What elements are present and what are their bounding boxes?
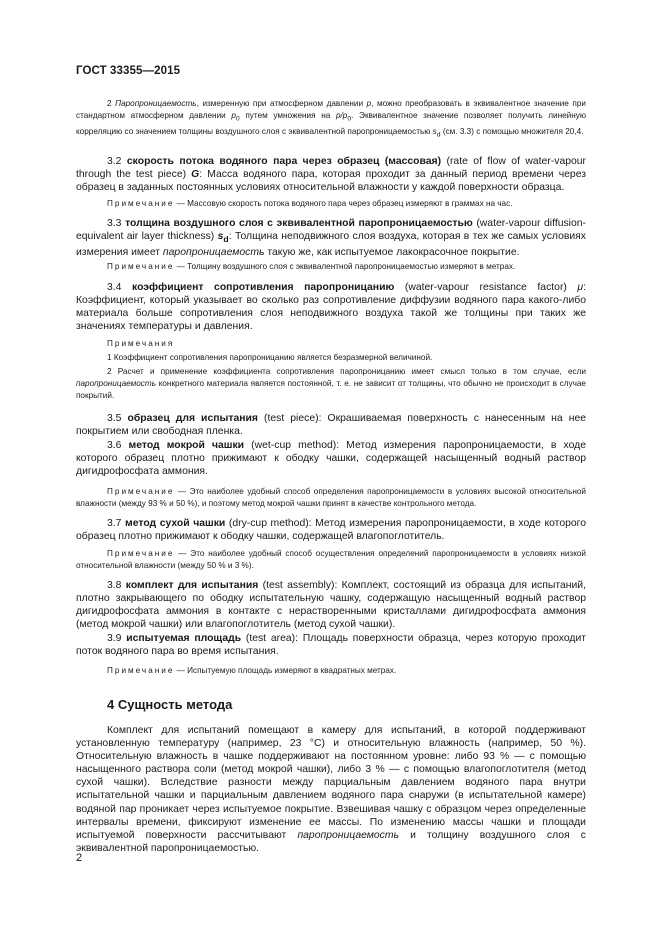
note-3-3: Примечание — Толщину воздушного слоя с эквивалентной паропроницаемостью измеряют в метрах. — [107, 262, 516, 271]
section-4-heading: 4 Сущность метода — [107, 697, 233, 712]
definition-3-8: 3.8 комплект для испытания (test assembly): Комплект, состоящий из образца для испытаний, плотно закрывающего по ободку испытательную чашку, содержащую насыщенный водный раствор дигидрофосфата аммония в контакте с нерастворенными кристаллами дигидрофосфата аммония (метод мокрой чашки) или влагопоглотитель (метод сухой чашки). — [76, 580, 586, 631]
document-header: ГОСТ 33355—2015 — [76, 65, 181, 77]
note-2-block: 2 Паропроницаемость, измеренную при атмосферном давлении p, можно преобразовать в эквивалентное значение при стандартном атмосферном давлении $p_0$ путем умножения на $p/p_0$. Эквивалентное значение позволяет получить линейную корреляцию со значением толщины воздушного слоя с эквивалентной паропроницаемостью $s_d$ (см. 3.3) с помощью множителя 20,4. — [76, 99, 586, 139]
definition-3-7: 3.7 метод сухой чашки (dry-cup method): Метод измерения паропроницаемости, в ходе которого образец плотно прижимают к ободку чашки, содержащей влагопоглотитель. — [76, 518, 587, 543]
notes-3-4-label: Примечания — [107, 339, 175, 348]
definition-3-9: 3.9 испытуемая площадь (test area): Площадь поверхности образца, через которую проходит поток водяного пара во время испытания. — [76, 633, 587, 658]
note-3-2: Примечание — Массовую скорость потока водяного пара через образец измеряют в граммах на час. — [107, 199, 513, 208]
definition-3-6: 3.6 метод мокрой чашки (wet-cup method): Метод измерения паропроницаемости, в ходе которого образец плотно прижимают к ободку чашки, содержащей насыщенный водный раствор дигидрофосфата аммония. — [76, 440, 586, 478]
definition-3-3: 3.3 толщина воздушного слоя с эквивалентной паропроницаемостью (water-vapour diffusion-equivalent air layer thickness) $s_d$: Толщина неподвижного слоя воздуха, которая в тех же самых условиях измерения имеет паропроницаемость такую же, как испытуемое лакокрасочное покрытие. — [76, 218, 587, 259]
note-3-6: Примечание — Это наиболее удобный способ определения паропроницаемости в условиях высокой относительной влажности (между 93 % и 50 %), и поэтому метод мокрой чашки принят в качестве контрольного метода. — [76, 487, 586, 509]
note-3-4-2: 2 Расчет и применение коэффициента сопротивления паропроницанию имеет смысл только в том случае, если паропроницаемость конкретного материала является постоянной, т. е. не зависит от толщины, что обычно не происходит в случае покрытий. — [76, 367, 586, 401]
definition-3-5: 3.5 образец для испытания (test piece): Окрашиваемая поверхность с нанесенным на нее покрытием или свободная пленка. — [76, 413, 587, 438]
note-3-4-1: 1 Коэффициент сопротивления паропроницанию является безразмерной величиной. — [107, 353, 433, 362]
note-3-9: Примечание — Испытуемую площадь измеряют в квадратных метрах. — [107, 666, 397, 675]
note-3-7: Примечание — Это наиболее удобный способ осуществления определений паропроницаемости в условиях низкой относительной влажности (между 50 % и 3 %). — [76, 549, 586, 571]
section-4-body: Комплект для испытаний помещают в камеру для испытаний, в которой поддерживают установленную температуру (например, 23 °С) и относительную влажность (например, 50 %). Относительную влажность в чашке поддерживают на постоянном уровне: либо 93 % — с помощью насыщенного раствора соли (метод мокрой чашки), либо 3 % — с помощью влагопоглотителя (метод сухой чашки). Вследствие разности между парциальным давлением водяного пара внутри испытательной чашки и парциальным давлением водяного пара снаружи (в испытательной камере) водяной пар проникает через испытуемое покрытие. Взвешивая чашку с образцом через определенные интервалы времени, фиксируют изменение ее массы. По изменению массы чашки и площади испытуемой поверхности рассчитывают паропроницаемость и толщину воздушного слоя с эквивалентной паропроницаемостью. — [76, 725, 586, 854]
definition-3-2: 3.2 скорость потока водяного пара через образец (массовая) (rate of flow of water-vapour through the test piece) G: Масса водяного пара, которая проходит за данный период времени через образец в заданных постоянных условиях относительной влажности у каждой поверхности образца. — [76, 156, 587, 194]
page-number: 2 — [76, 852, 83, 864]
definition-3-4: 3.4 коэффициент сопротивления паропроницанию (water-vapour resistance factor) μ: Коэффициент, который указывает во сколько раз сопротивление диффузии водяного пара какого-либо материала больше сопротивления слоя неподвижного воздуха такой же толщины при таких же значениях температуры и давления. — [76, 282, 587, 333]
